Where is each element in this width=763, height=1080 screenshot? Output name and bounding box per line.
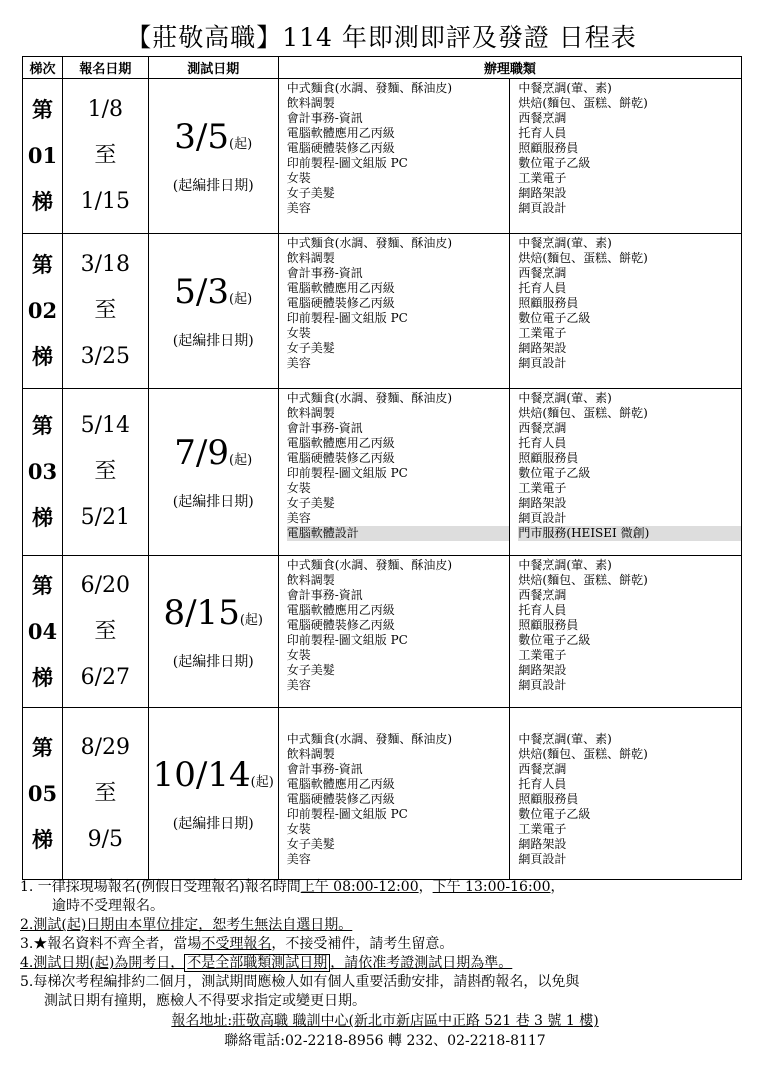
jobs-right-cell [510, 556, 742, 708]
job-item: 西餐烹調 [518, 421, 567, 435]
job-item: 中餐烹調(葷、素) [518, 81, 612, 95]
job-item: 印前製程-圖文組版 PC [286, 156, 408, 170]
tier-cell: 第 01 梯 [23, 79, 63, 234]
job-item: 網頁設計 [518, 511, 567, 525]
job-item: 中式麵食(水調、發麵、酥油皮) [286, 236, 453, 250]
test-cell: 10/14(起) (起編排日期) [148, 708, 278, 880]
note-2: 2.測試(起)日期由本單位排定，恕考生無法自選日期。 [20, 917, 353, 933]
job-item: 印前製程-圖文組版 PC [286, 633, 408, 647]
schedule-row [23, 79, 742, 234]
job-item: 美容 [286, 201, 311, 215]
tier-cell: 第 05 梯 [23, 708, 63, 880]
job-item: 西餐烹調 [518, 111, 567, 125]
address: 報名地址:莊敬高職 職訓中心(新北市新店區中正路 521 巷 3 號 1 樓) [171, 1013, 599, 1029]
job-item: 托育人員 [518, 436, 567, 450]
arrange-note: (起編排日期) [172, 178, 254, 194]
job-item: 照顧服務員 [518, 618, 579, 632]
jobs-right-cell [510, 234, 742, 389]
job-item: 電腦軟體應用乙丙級 [286, 777, 395, 791]
header-signup: 報名日期 [62, 57, 148, 79]
job-item-new: 電腦軟體設計 [287, 526, 510, 541]
job-item: 女裝 [286, 326, 311, 340]
test-cell: 3/5(起) (起編排日期) [148, 79, 278, 234]
job-item: 數位電子乙級 [518, 633, 591, 647]
job-item: 女裝 [286, 648, 311, 662]
job-item: 印前製程-圖文組版 PC [286, 311, 408, 325]
job-item: 電腦軟體應用乙丙級 [286, 126, 395, 140]
job-item: 中式麵食(水調、發麵、酥油皮) [286, 81, 453, 95]
job-item: 飲料調製 [286, 747, 335, 761]
job-item: 飲料調製 [286, 406, 335, 420]
job-item: 電腦硬體裝修乙丙級 [286, 451, 395, 465]
jobs-right-cell [510, 708, 742, 880]
job-item: 網路架設 [518, 341, 567, 355]
job-item: 美容 [286, 356, 311, 370]
job-item: 中式麵食(水調、發麵、酥油皮) [286, 732, 453, 746]
job-item: 烘焙(麵包、蛋糕、餅乾) [518, 747, 648, 761]
arrange-note: (起編排日期) [172, 815, 254, 832]
test-date: 10/14 [152, 754, 251, 795]
arrange-note: (起編排日期) [172, 653, 254, 670]
test-date: 8/15 [163, 592, 240, 633]
job-item: 網頁設計 [518, 201, 567, 215]
arrange-note: (起編排日期) [172, 494, 254, 510]
job-item: 數位電子乙級 [518, 807, 591, 821]
job-item: 中餐烹調(葷、素) [518, 558, 612, 572]
job-item: 工業電子 [518, 326, 567, 340]
job-item: 西餐烹調 [518, 762, 567, 776]
schedule-row [23, 234, 742, 389]
job-item: 電腦硬體裝修乙丙級 [286, 141, 395, 155]
phone: 聯絡電話:02-2218-8956 轉 232、02-2218-8117 [224, 1033, 546, 1049]
notes [20, 878, 750, 1051]
note-3: 3.★報名資料不齊全者，當場不受理報名，不接受補件，請考生留意。 [20, 936, 454, 952]
job-item: 托育人員 [518, 777, 567, 791]
job-item: 網頁設計 [518, 678, 567, 692]
note-4: 4.測試日期(起)為開考日， 不是全部職類測試日期 ，請依准考證測試日期為準。 [20, 955, 513, 971]
job-item: 烘焙(麵包、蛋糕、餅乾) [518, 573, 648, 587]
signup-cell: 5/14 至 5/21 [62, 389, 148, 556]
job-item: 會計事務-資訊 [286, 111, 363, 125]
schedule-row [23, 556, 742, 708]
header-row [23, 57, 742, 79]
jobs-left-cell [278, 389, 510, 556]
job-item: 西餐烹調 [518, 588, 567, 602]
job-item: 會計事務-資訊 [286, 421, 363, 435]
job-item: 照顧服務員 [518, 792, 579, 806]
job-item: 工業電子 [518, 648, 567, 662]
job-item: 中式麵食(水調、發麵、酥油皮) [286, 558, 453, 572]
job-item: 美容 [286, 678, 311, 692]
page-title: 【莊敬高職】114 年即測即評及發證 日程表 [126, 23, 637, 52]
job-item: 女裝 [286, 171, 311, 185]
header-test: 測試日期 [148, 57, 278, 79]
job-item: 印前製程-圖文組版 PC [286, 466, 408, 480]
schedule-row [23, 389, 742, 556]
job-item: 電腦軟體應用乙丙級 [286, 603, 395, 617]
jobs-left-cell [278, 79, 510, 234]
job-item: 西餐烹調 [518, 266, 567, 280]
note-1: 1. 一律採現場報名(例假日受理報名)報名時間上午 08:00-12:00，下午 13:00-16:00， [20, 879, 565, 895]
job-item: 數位電子乙級 [518, 466, 591, 480]
job-item: 印前製程-圖文組版 PC [286, 807, 408, 821]
job-item: 女子美髮 [286, 186, 335, 200]
job-item: 中式麵食(水調、發麵、酥油皮) [286, 391, 453, 405]
signup-cell: 1/8 至 1/15 [62, 79, 148, 234]
note-5b: 測試日期有撞期，應檢人不得要求指定或變更日期。 [44, 993, 366, 1009]
job-item: 女子美髮 [286, 341, 335, 355]
job-item: 網路架設 [518, 186, 567, 200]
tier-cell: 第 04 梯 [23, 556, 63, 708]
header-tier: 梯次 [23, 57, 63, 79]
signup-cell: 3/18 至 3/25 [62, 234, 148, 389]
arrange-note: (起編排日期) [172, 333, 254, 349]
job-item: 電腦軟體應用乙丙級 [286, 281, 395, 295]
job-item: 電腦軟體應用乙丙級 [286, 436, 395, 450]
signup-cell: 8/29 至 9/5 [62, 708, 148, 880]
test-date: 5/3 [174, 272, 229, 312]
job-item: 工業電子 [518, 822, 567, 836]
job-item: 烘焙(麵包、蛋糕、餅乾) [518, 406, 648, 420]
job-item: 數位電子乙級 [518, 156, 591, 170]
test-date: 7/9 [174, 433, 229, 473]
job-item: 數位電子乙級 [518, 311, 591, 325]
header-jobs: 辦理職類 [278, 57, 741, 79]
job-item: 美容 [286, 511, 311, 525]
job-item: 網頁設計 [518, 356, 567, 370]
job-item: 網頁設計 [518, 852, 567, 866]
job-item: 女裝 [286, 822, 311, 836]
job-item: 工業電子 [518, 481, 567, 495]
job-item: 女子美髮 [286, 837, 335, 851]
job-item: 托育人員 [518, 281, 567, 295]
test-date: 3/5 [174, 117, 229, 157]
job-item: 照顧服務員 [518, 451, 579, 465]
jobs-left-cell [278, 556, 510, 708]
jobs-left-cell [278, 708, 510, 880]
job-item: 女子美髮 [286, 663, 335, 677]
test-cell: 8/15(起) (起編排日期) [148, 556, 278, 708]
job-item: 烘焙(麵包、蛋糕、餅乾) [518, 251, 648, 265]
job-item: 托育人員 [518, 603, 567, 617]
job-item: 工業電子 [518, 171, 567, 185]
job-item: 中餐烹調(葷、素) [518, 732, 612, 746]
job-item: 電腦硬體裝修乙丙級 [286, 792, 395, 806]
job-item: 女裝 [286, 481, 311, 495]
test-cell: 7/9(起) (起編排日期) [148, 389, 278, 556]
note-5: 5.每梯次考程編排約二個月，測試期間應檢人如有個人重要活動安排，請斟酌報名，以免與 [20, 974, 580, 990]
job-item: 照顧服務員 [518, 141, 579, 155]
schedule-table [22, 56, 742, 880]
tier-cell: 第 02 梯 [23, 234, 63, 389]
job-item: 照顧服務員 [518, 296, 579, 310]
jobs-right-cell [510, 389, 742, 556]
signup-cell: 6/20 至 6/27 [62, 556, 148, 708]
job-item: 網路架設 [518, 663, 567, 677]
job-item: 中餐烹調(葷、素) [518, 391, 612, 405]
job-item: 會計事務-資訊 [286, 762, 363, 776]
job-item: 會計事務-資訊 [286, 266, 363, 280]
job-item: 中餐烹調(葷、素) [518, 236, 612, 250]
job-item: 飲料調製 [286, 251, 335, 265]
jobs-left-cell [278, 234, 510, 389]
job-item: 會計事務-資訊 [286, 588, 363, 602]
schedule-row [23, 708, 742, 880]
tier-cell: 第 03 梯 [23, 389, 63, 556]
job-item: 女子美髮 [286, 496, 335, 510]
job-item: 托育人員 [518, 126, 567, 140]
job-item: 電腦硬體裝修乙丙級 [286, 618, 395, 632]
job-item-new: 門市服務(HEISEI 微創) [518, 526, 741, 541]
job-item: 網路架設 [518, 837, 567, 851]
test-cell: 5/3(起) (起編排日期) [148, 234, 278, 389]
job-item: 飲料調製 [286, 96, 335, 110]
job-item: 網路架設 [518, 496, 567, 510]
job-item: 烘焙(麵包、蛋糕、餅乾) [518, 96, 648, 110]
job-item: 飲料調製 [286, 573, 335, 587]
job-item: 美容 [286, 852, 311, 866]
job-item: 電腦硬體裝修乙丙級 [286, 296, 395, 310]
note-1b: 逾時不受理報名。 [52, 898, 164, 914]
jobs-right-cell [510, 79, 742, 234]
